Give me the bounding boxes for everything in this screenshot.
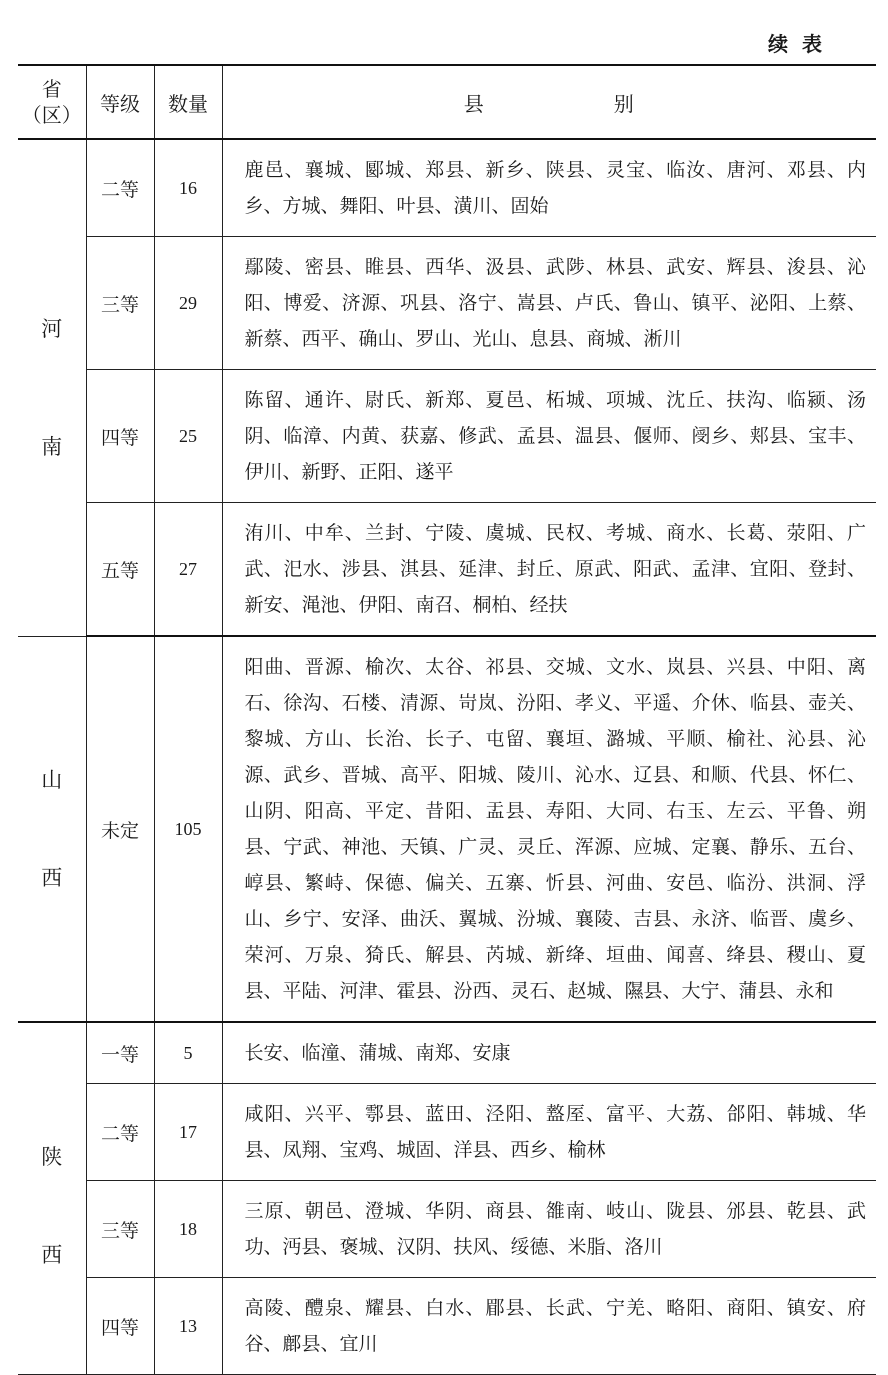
- grade-cell: 五等: [86, 503, 154, 637]
- table-row: [18, 237, 876, 370]
- header-grade: 等级: [86, 65, 154, 139]
- counties-cell: 高陵、醴泉、耀县、白水、郿县、长武、宁羌、略阳、商阳、镇安、府谷、鄜县、宜川: [222, 1278, 876, 1375]
- grade-cell: 三等: [86, 237, 154, 370]
- grade-cell: 四等: [86, 370, 154, 503]
- count-cell: 29: [154, 237, 222, 370]
- table-row: [18, 1084, 876, 1181]
- province-cell-shaanxi: 陕 西: [18, 1022, 86, 1375]
- grade-cell: 一等: [86, 1022, 154, 1084]
- table-row: [18, 370, 876, 503]
- count-cell: 5: [154, 1022, 222, 1084]
- grade-cell: 四等: [86, 1278, 154, 1375]
- table-row: [18, 139, 876, 237]
- continued-label: 续表: [768, 32, 836, 56]
- province-cell-henan: 河 南: [18, 139, 86, 636]
- table-row: [18, 1278, 876, 1375]
- grade-cell: 二等: [86, 139, 154, 237]
- counties-cell: 咸阳、兴平、鄠县、蓝田、泾阳、盩厔、富平、大荔、郃阳、韩城、华县、凤翔、宝鸡、城固、洋县、西乡、榆林: [222, 1084, 876, 1181]
- count-cell: 16: [154, 139, 222, 237]
- counties-cell: 长安、临潼、蒲城、南郑、安康: [222, 1022, 876, 1084]
- grade-cell: 未定: [86, 636, 154, 1022]
- table-row: [18, 503, 876, 637]
- counties-cell: 陈留、通许、尉氏、新郑、夏邑、柘城、项城、沈丘、扶沟、临颍、汤阴、临漳、内黄、获嘉、修武、孟县、温县、偃师、阌乡、郏县、宝丰、伊川、新野、正阳、遂平: [222, 370, 876, 503]
- count-cell: 17: [154, 1084, 222, 1181]
- province-cell-shanxi: 山 西: [18, 636, 86, 1022]
- counties-cell: 鹿邑、襄城、郾城、郑县、新乡、陕县、灵宝、临汝、唐河、邓县、内乡、方城、舞阳、叶县、潢川、固始: [222, 139, 876, 237]
- table-header-row: [18, 65, 876, 139]
- grade-cell: 二等: [86, 1084, 154, 1181]
- count-cell: 27: [154, 503, 222, 637]
- count-cell: 13: [154, 1278, 222, 1375]
- counties-cell: 三原、朝邑、澄城、华阴、商县、雒南、岐山、陇县、邠县、乾县、武功、沔县、褒城、汉阴、扶风、绥德、米脂、洛川: [222, 1181, 876, 1278]
- count-cell: 25: [154, 370, 222, 503]
- counties-cell: 阳曲、晋源、榆次、太谷、祁县、交城、文水、岚县、兴县、中阳、离石、徐沟、石楼、清源、岢岚、汾阳、孝义、平遥、介休、临县、壶关、黎城、方山、长治、长子、屯留、襄垣、潞城、平顺、榆社、沁县、沁源、武乡、晋城、高平、阳城、陵川、沁水、辽县、和顺、代县、怀仁、山阴、阳高、平定、昔阳、盂县、寿阳、大同、右玉、左云、平鲁、朔县、宁武、神池、天镇、广灵、灵丘、浑源、应城、定襄、静乐、五台、崞县、繁峙、保德、偏关、五寨、忻县、河曲、安邑、临汾、洪洞、浮山、乡宁、安泽、曲沃、翼城、汾城、襄陵、吉县、永济、临晋、虞乡、荣河、万泉、猗氏、解县、芮城、新绛、垣曲、闻喜、绛县、稷山、夏县、平陆、河津、霍县、汾西、灵石、赵城、隰县、大宁、蒲县、永和: [222, 636, 876, 1022]
- count-cell: 18: [154, 1181, 222, 1278]
- counties-cell: 洧川、中牟、兰封、宁陵、虞城、民权、考城、商水、长葛、荥阳、广武、汜水、涉县、淇县、延津、封丘、原武、阳武、孟津、宜阳、登封、新安、渑池、伊阳、南召、桐柏、经扶: [222, 503, 876, 637]
- table-row: [18, 1181, 876, 1278]
- header-province: 省 （区）: [18, 65, 86, 139]
- grade-cell: 三等: [86, 1181, 154, 1278]
- header-counties: 县别: [222, 65, 876, 139]
- count-cell: 105: [154, 636, 222, 1022]
- county-table: [18, 64, 876, 1375]
- header-count: 数量: [154, 65, 222, 139]
- counties-cell: 鄢陵、密县、睢县、西华、汲县、武陟、林县、武安、辉县、浚县、沁阳、博爱、济源、巩县、洛宁、嵩县、卢氏、鲁山、镇平、泌阳、上蔡、新蔡、西平、确山、罗山、光山、息县、商城、淅川: [222, 237, 876, 370]
- table-row: [18, 636, 876, 1022]
- table-row: [18, 1022, 876, 1084]
